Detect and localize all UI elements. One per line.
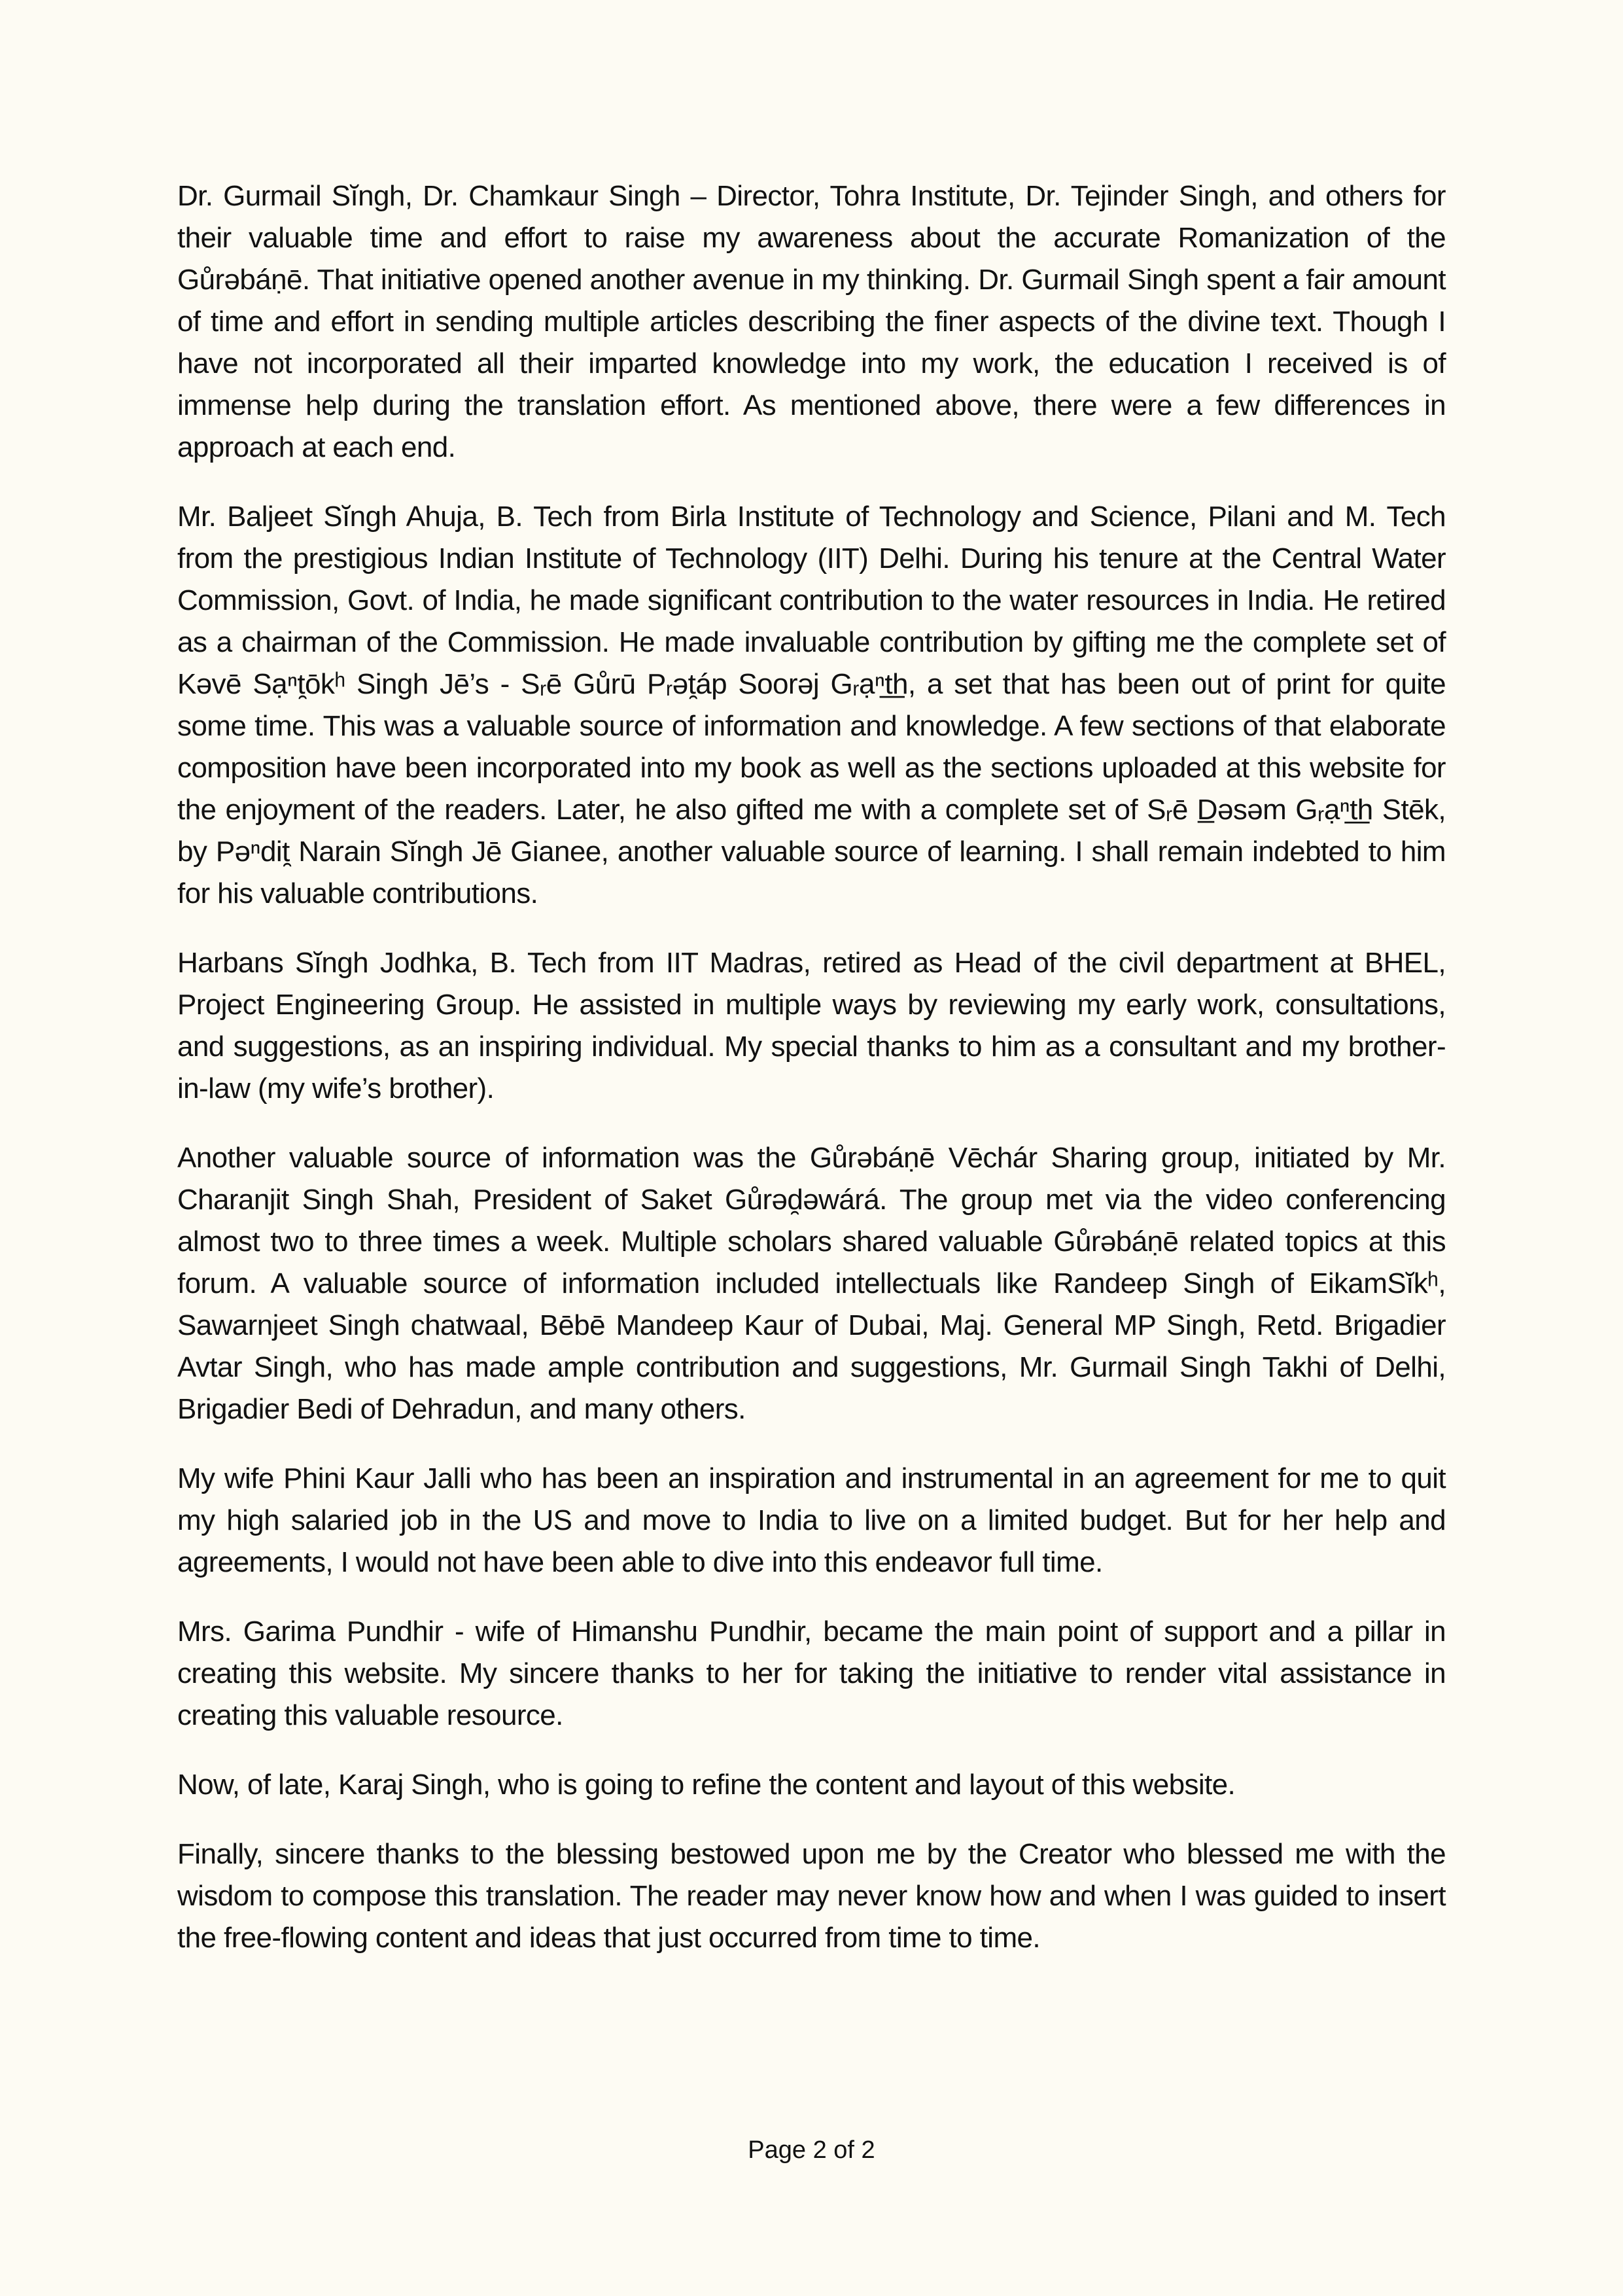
paragraph-acknowledgement-creator: Finally, sincere thanks to the blessing bestowed upon me by the Creator who blessed me with the wisdom to compose this translation. The reader may never know how and when I was guided to insert the free-flowing content and ideas that just occurred from time to time.	[177, 1838, 1446, 1954]
paragraph-acknowledgement-karaj-singh: Now, of late, Karaj Singh, who is going to refine the content and layout of this website.	[177, 1769, 1236, 1801]
paragraph-acknowledgement-vechar-group: Another valuable source of information was the Gůrəbáṇē Vēchár Sharing group, initiated by Mr. Charanjit Singh Shah, President of Saket Gůrəd̯əwárá. The group met via the video conferencing almost two to three times a week. Multiple scholars shared valuable Gůrəbáṇē related topics at this forum. A valuable source of information included intellectuals like Randeep Singh of EikamSĭkʰ, Sawarnjeet Singh chatwaal, Bēbē Mandeep Kaur of Dubai, Maj. General MP Singh, Retd. Brigadier Avtar Singh, who has made ample contribution and suggestions, Mr. Gurmail Singh Takhi of Delhi, Brigadier Bedi of Dehradun, and many others.	[177, 1142, 1446, 1425]
paragraph-acknowledgement-baljeet-singh: Mr. Baljeet Sĭngh Ahuja, B. Tech from Birla Institute of Technology and Science, Pilani and M. Tech from the prestigious Indian Institute of Technology (IIT) Delhi. During his tenure at the Central Water Commission, Govt. of India, he made significant contribution to the water resources in India. He retired as a chairman of the Commission. He made invaluable contribution by gifting me the complete set of Kəvē Sạⁿt̯ōkʰ Singh Jē’s - Sᵣē Gůrū Pᵣət̯áp Soorəj Gᵣạⁿt͟h, a set that has been out of print for quite some time. This was a valuable source of information and knowledge. A few sections of that elaborate composition have been incorporated into my book as well as the sections uploaded at this website for the enjoyment of the readers. Later, he also gifted me with a complete set of Sᵣē D̲əsəm Gᵣạⁿt͟h Stēk, by Pəⁿdit̯ Narain Sĭngh Jē Gianee, another valuable source of learning. I shall remain indebted to him for his valuable contributions.	[177, 501, 1446, 910]
page-footer	[0, 2134, 1623, 2166]
paragraph-acknowledgement-wife: My wife Phini Kaur Jalli who has been an inspiration and instrumental in an agreement for me to quit my high salaried job in the US and move to India to live on a limited budget. But for her help and agreements, I would not have been able to dive into this endeavor full time.	[177, 1462, 1446, 1578]
paragraph-acknowledgement-scholars: Dr. Gurmail Sĭngh, Dr. Chamkaur Singh – Director, Tohra Institute, Dr. Tejinder Singh, and others for their valuable time and effort to raise my awareness about the accurate Romanization of the Gůrəbáṇē. That initiative opened another avenue in my thinking. Dr. Gurmail Singh spent a fair amount of time and effort in sending multiple articles describing the finer aspects of the divine text. Though I have not incorporated all their imparted knowledge into my work, the education I received is of immense help during the translation effort. As mentioned above, there were a few differences in approach at each end.	[177, 180, 1446, 463]
paragraph-acknowledgement-harbans-singh: Harbans Sĭngh Jodhka, B. Tech from IIT Madras, retired as Head of the civil department at BHEL, Project Engineering Group. He assisted in multiple ways by reviewing my early work, consultations, and suggestions, as an inspiring individual. My special thanks to him as a consultant and my brother-in-law (my wife’s brother).	[177, 947, 1446, 1104]
paragraph-acknowledgement-garima-pundhir: Mrs. Garima Pundhir - wife of Himanshu Pundhir, became the main point of support and a pillar in creating this website. My sincere thanks to her for taking the initiative to render vital assistance in creating this valuable resource.	[177, 1616, 1446, 1731]
page-number: Page 2 of 2	[748, 2136, 875, 2164]
